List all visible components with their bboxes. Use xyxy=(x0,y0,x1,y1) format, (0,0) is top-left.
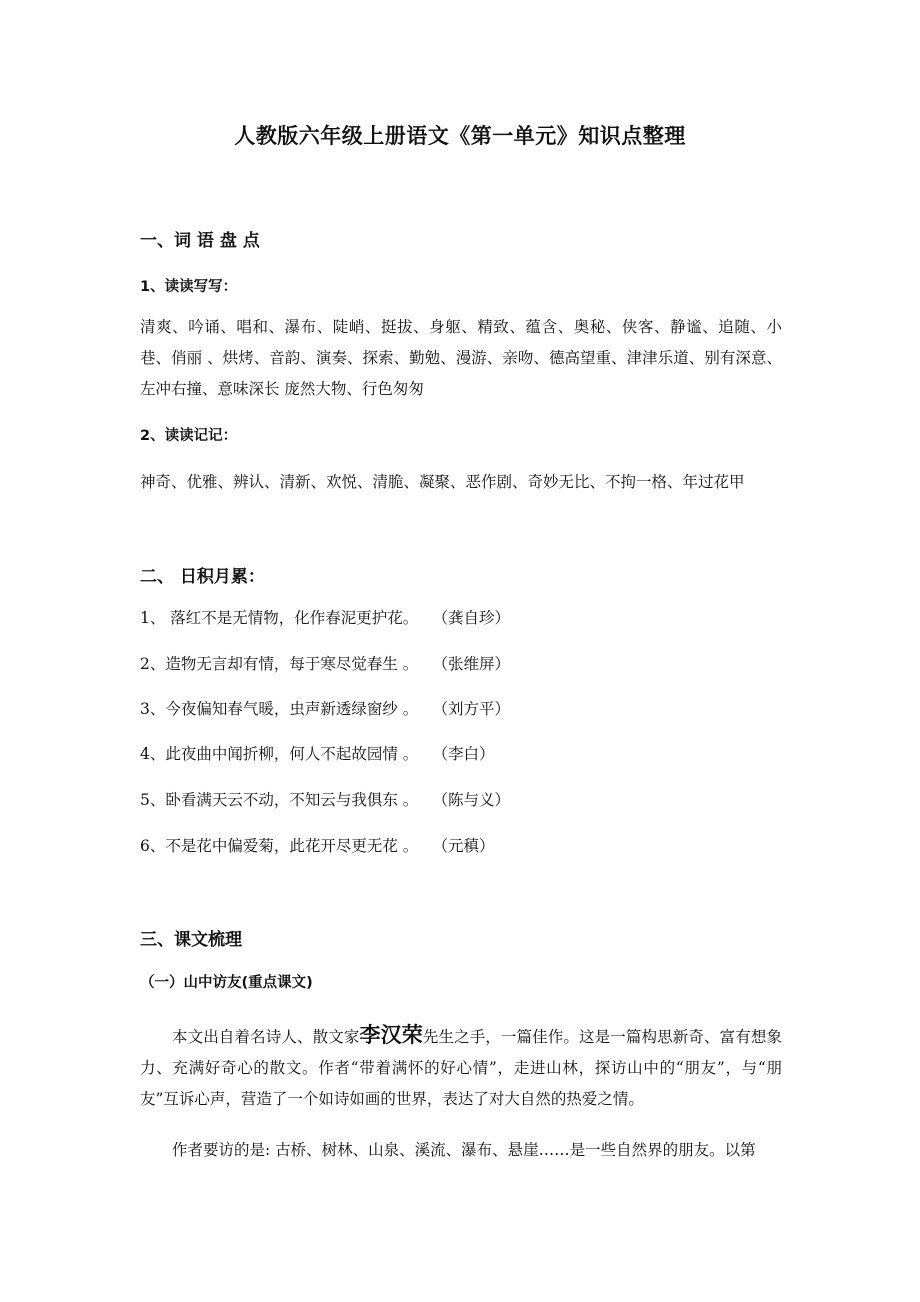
section-heading-vocabulary: 一、词 语 盘 点 xyxy=(140,231,260,251)
poem-line-3 xyxy=(140,697,510,719)
read-write-word-list: 清爽、吟诵、唱和、瀑布、陡峭、挺拔、身躯、精致、蕴含、奥秘、侠客、静谧、追随、小巷、俏丽 、烘烤、音韵、演奏、探索、勤勉、漫游、亲吻、德高望重、津津乐道、别有深意、左冲右撞、意味深长 庞然大物、行色匆匆 xyxy=(140,318,782,398)
poem-line-text: 2、造物无言却有情，每于寒尽觉春生 。 xyxy=(140,655,419,673)
poem-line-text: 3、今夜偏知春气暖，虫声新透绿窗纱 。 xyxy=(140,700,419,718)
document-title: 人教版六年级上册语文《第一单元》知识点整理 xyxy=(234,124,686,148)
poem-author: （龚自珍） xyxy=(440,609,511,627)
poem-author: （陈与义） xyxy=(440,791,511,809)
poem-line-text: 6、不是花中偏爱菊，此花开尽更无花 。 xyxy=(140,837,419,855)
poem-author: （李白） xyxy=(440,745,495,763)
poem-line-4 xyxy=(140,742,495,764)
summary-text-rest: 先生之手，一篇佳作。这是一篇构思新奇、富有想象力、充满好奇心的散文。作者“带着满怀的好心情”，走进山林，探访山中的“朋友”，与“朋友”互诉心声，营造了一个如诗如画的世界，表达了对大自然的热爱之情。 xyxy=(140,1028,782,1108)
summary-paragraph xyxy=(140,1020,782,1115)
section-heading-daily-accumulation: 二、 日积月累： xyxy=(140,567,265,587)
poem-line-2 xyxy=(140,652,510,674)
poem-author: （元稹） xyxy=(440,837,495,855)
subheading-read-write: 1、读读写写： xyxy=(140,279,238,295)
read-remember-word-list: 神奇、优雅、辨认、清新、欢悦、清脆、凝聚、恶作剧、奇妙无比、不拘一格、年过花甲 xyxy=(140,473,745,491)
friends-paragraph: 作者要访的是: 古桥、树林、山泉、溪流、瀑布、悬崖……是一些自然界的朋友。以第 xyxy=(172,1141,756,1159)
poem-line-text: 5、卧看满天云不动，不知云与我俱东 。 xyxy=(140,791,419,809)
poem-author: （刘方平） xyxy=(440,700,511,718)
subheading-visiting-friends-in-mountains: （一）山中访友(重点课文) xyxy=(140,975,313,991)
poem-line-text: 4、此夜曲中闻折柳，何人不起故园情 。 xyxy=(140,745,419,763)
poem-line-text: 1、 落红不是无情物，化作春泥更护花。 xyxy=(140,609,419,627)
poem-author: （张维屏） xyxy=(440,655,511,673)
summary-text-start: 本文出自着名诗人、散文家 xyxy=(172,1028,360,1046)
section-heading-text-review: 三、课文梳理 xyxy=(140,930,242,950)
subheading-read-remember: 2、读读记记： xyxy=(140,428,238,444)
poem-line-1 xyxy=(140,606,510,628)
poem-line-5 xyxy=(140,788,510,810)
author-name: 李汉荣 xyxy=(359,1023,423,1047)
poem-line-6 xyxy=(140,834,495,856)
